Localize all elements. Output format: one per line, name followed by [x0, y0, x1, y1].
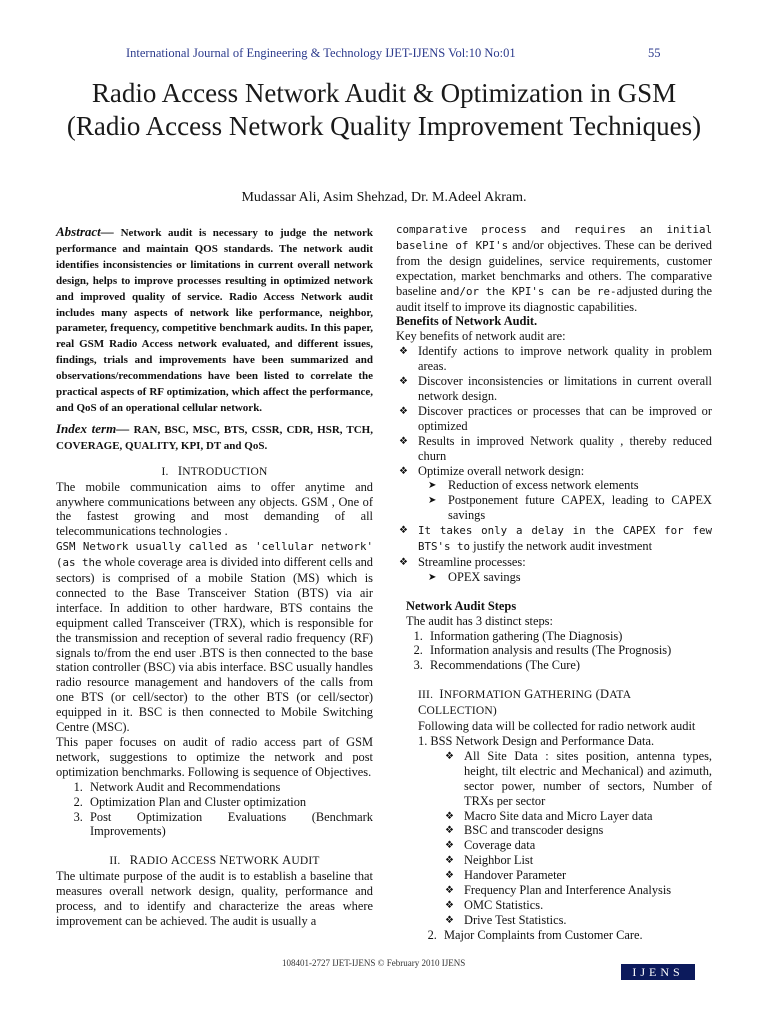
- section-1-paragraph-2-text: whole coverage area is divided into different cells and sectors) is comprised of a mobile Station (MS) which is connected to the Base Transceiver Station (BTS) via air interface. In addition to other hardware, BTS contains the equipment called Transceiver (TRX), which is responsible for the transmission and reception of several radio frequency (RF) signals to/from the end user .BTS is then connected to the base station controller (BSC) via abis interface. BSC usually handles radio resource management and handovers of the calls from one BTS (or cell/sector) to the other BTS (or cell/sector) equipped in it. BSC is then connected to Mobile Switching Centre (MSC).: [56, 555, 373, 735]
- section-1-paragraph-2-mono: GSM Network usually called as 'cellular network' (as the: [56, 540, 373, 570]
- streamline-sublist: [418, 570, 712, 585]
- list-item: ❖ Neighbor List: [442, 853, 712, 868]
- benefits-intro: Key benefits of network audit are:: [396, 329, 566, 344]
- list-item: 3. Post Optimization Evaluations (Benchmark Improvements): [86, 810, 373, 840]
- list-item: ❖ Frequency Plan and Interference Analysis: [442, 883, 712, 898]
- list-item: ❖ Coverage data: [442, 838, 712, 853]
- list-item: 1. Information gathering (The Diagnosis): [426, 629, 712, 644]
- section-1-paragraph-3: This paper focuses on audit of radio access part of GSM network, suggestions to optimize the network and post optimization benchmarks. Following is sequence of Objectives.: [56, 735, 373, 779]
- index-terms-label: Index term—: [56, 420, 130, 436]
- footer-text: 108401-2727 IJET-IJENS © February 2010 IJENS: [282, 958, 466, 968]
- benefits-list: [396, 344, 712, 585]
- continuation-paragraph: comparative process and requires an initial baseline of KPI's and/or objectives. These can be derived from the design guidelines, service requirements, customer expectation, market benchmarks and others. The comparative baseline and/or the KPI's can be re-adjusted during the audit itself to improve its diagnostic capabilities.: [396, 223, 712, 314]
- list-item: ❖ It takes only a delay in the CAPEX for few BTS's to justify the network audit investment: [396, 523, 712, 555]
- steps-list: [396, 629, 712, 674]
- list-item: ❖ Discover practices or processes that can be improved or optimized: [396, 404, 712, 434]
- bss-item: 1. BSS Network Design and Performance Data.: [418, 734, 655, 748]
- list-item: ❖ All Site Data : sites position, antenna types, height, tilt electric and Mechanical) and azimuth, sector power, number of sectors, Number of TRXs per sector: [442, 749, 712, 809]
- objectives-list: [56, 780, 373, 840]
- list-item: ❖ Optimize overall network design: ➤ Reduction of excess network elements ➤ Postponement future CAPEX, leading to CAPEX savings: [396, 464, 712, 524]
- index-terms: [56, 422, 373, 454]
- abstract-label: Abstract—: [56, 224, 114, 239]
- list-item: 1. Network Audit and Recommendations: [86, 780, 373, 795]
- steps-heading: Network Audit Steps: [406, 598, 517, 613]
- section-1-paragraph-2: [56, 539, 373, 735]
- steps-intro: The audit has 3 distinct steps:: [406, 613, 553, 628]
- paper-title: Radio Access Network Audit & Optimization in GSM (Radio Access Network Quality Improvement Techniques): [66, 78, 702, 141]
- list-item: ❖ Handover Parameter: [442, 868, 712, 883]
- list-item: 2. Information analysis and results (The Prognosis): [426, 643, 712, 658]
- left-column: [56, 225, 373, 929]
- list-item: ❖ Streamline processes: ➤ OPEX savings: [396, 555, 712, 585]
- list-item: ❖ OMC Statistics.: [442, 898, 712, 913]
- list-item: 3. Recommendations (The Cure): [426, 658, 712, 673]
- list-item: ❖ Macro Site data and Micro Layer data: [442, 809, 712, 824]
- index-terms-text: RAN, BSC, MSC, BTS, CSSR, CDR, HSR, TCH, COVERAGE, QUALITY, KPI, DT and QoS.: [56, 423, 373, 452]
- page-number: 55: [648, 46, 661, 60]
- optimize-sublist: [418, 478, 712, 523]
- right-column: [396, 222, 712, 943]
- list-item: ❖ BSC and transcoder designs: [442, 823, 712, 838]
- major-list: [396, 928, 712, 943]
- list-item: ❖ Identify actions to improve network quality in problem areas.: [396, 344, 712, 374]
- list-item: ❖ Discover inconsistencies or limitations in current overall network design.: [396, 374, 712, 404]
- list-item: 2. Optimization Plan and Cluster optimization: [86, 795, 373, 810]
- abstract-text: Network audit is necessary to judge the network performance and maintain QOS standards. The network audit identifies inconsistencies or limitations in current overall network design, helps to improve processes resulting in optimized network and improved quality of service. Radio Access Network audit includes many aspects of network like performance, neighbor, parameter, frequency, competitive benchmark audits. In this paper, real GSM Radio Access network evaluated, and different issues, findings, trials and improvements have been summarized and observations/recommendations have been listed to correlate the practical aspects of RF optimization, which affect the performance, and QoS of an operational cellular network.: [56, 227, 373, 414]
- gather-intro: Following data will be collected for radio network audit: [418, 719, 696, 734]
- section-3-heading: III. INFORMATION GATHERING (DATA COLLECTION): [418, 687, 631, 718]
- ijens-logo: IJENS: [621, 964, 695, 980]
- journal-title: International Journal of Engineering & Technology IJET-IJENS Vol:10 No:01: [126, 46, 516, 60]
- abstract: [56, 225, 373, 416]
- list-item: 2. Major Complaints from Customer Care.: [440, 928, 712, 943]
- list-item: ➤ Reduction of excess network elements: [426, 478, 712, 493]
- list-item: ❖ Results in improved Network quality , thereby reduced churn: [396, 434, 712, 464]
- list-item: ➤ OPEX savings: [426, 570, 712, 585]
- authors: Mudassar Ali, Asim Shehzad, Dr. M.Adeel Akram.: [241, 190, 527, 205]
- section-2-paragraph-1: The ultimate purpose of the audit is to establish a baseline that measures overall network design, quality, performance and process, and to identify and characterize the areas where improvement can be achieved. The audit is usually a: [56, 869, 373, 928]
- list-item: ❖ Drive Test Statistics.: [442, 913, 712, 928]
- section-2-heading: II. RADIO ACCESS NETWORK AUDIT: [109, 853, 320, 868]
- section-1-heading: I. INTRODUCTION: [161, 463, 268, 478]
- section-1-paragraph-1: The mobile communication aims to offer anytime and anywhere communications between any objects. GSM , One of the fastest growing and most demanding of all telecommunications technologies .: [56, 479, 373, 539]
- benefits-heading: Benefits of Network Audit.: [396, 314, 538, 329]
- list-item: ➤ Postponement future CAPEX, leading to CAPEX savings: [426, 493, 712, 523]
- data-items-list: [396, 749, 712, 928]
